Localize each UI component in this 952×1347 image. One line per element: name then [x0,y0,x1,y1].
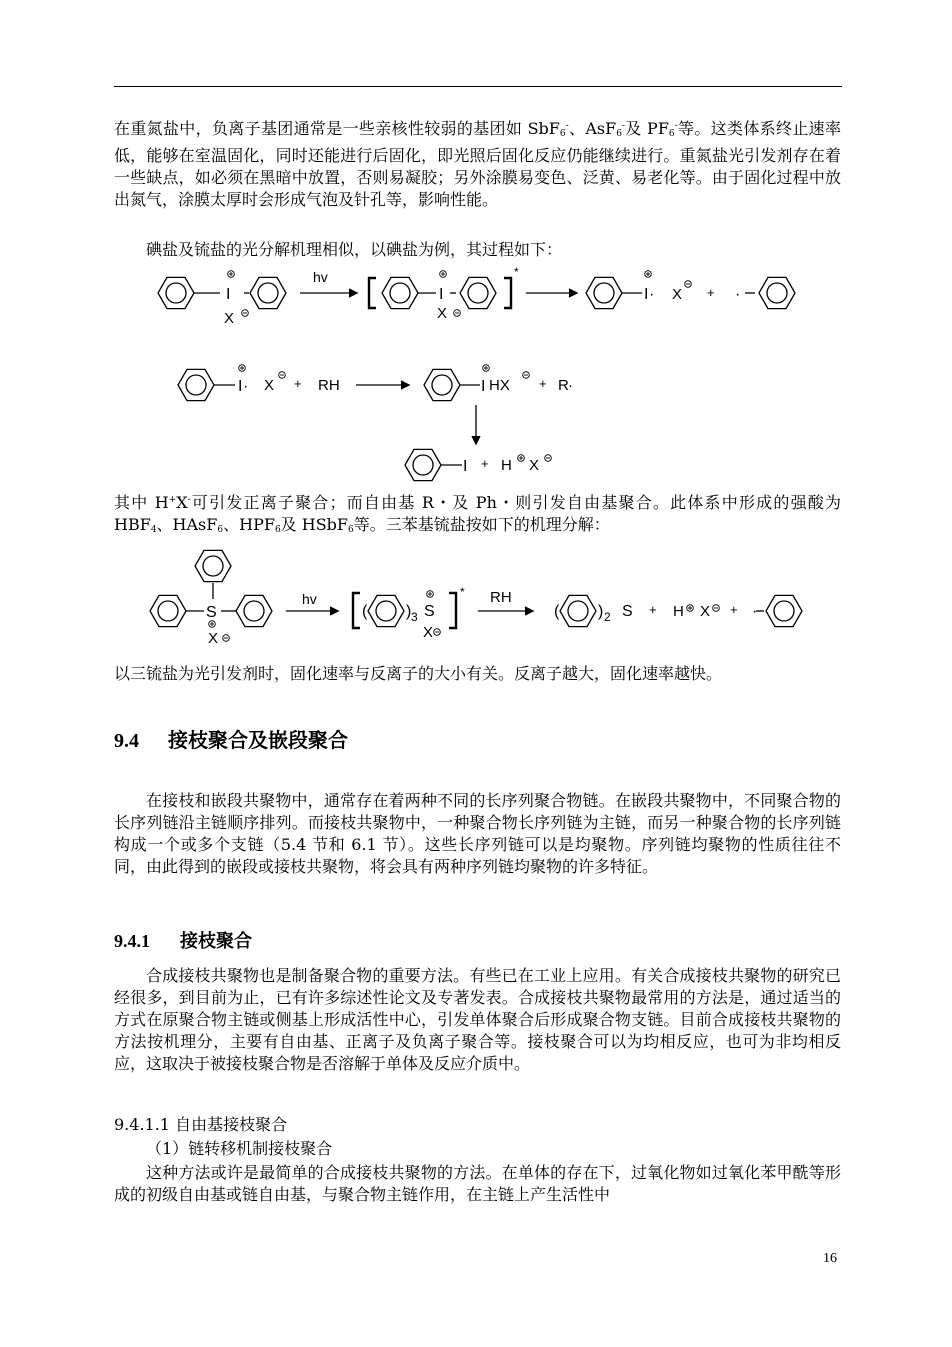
negative-charge-icon [223,635,230,642]
header-rule [114,86,842,87]
radical-dot: · [649,286,655,303]
section-title: 接枝聚合及嵌段聚合 [168,730,348,752]
minus-superscript: - [621,121,625,131]
benzene-ring-icon [759,277,795,308]
para3-sub-4: 6 [348,525,354,535]
para1-text-d: 等。这类体系终止速率低，能够在室温固化，同时还能进行后固化，即光照后固化反应仍能继续进行。重氮盐光引发剂存在着一些缺点，如必须在黑暗中放置，否则易凝胶；另外涂膜易变色、泛黄、易老化等。由于固化过程中放出氮气，涂膜太厚时会形成气泡及针孔等，影响性能。 [114,119,841,209]
para3-text-b: X [176,493,188,512]
benzene-ring-icon [382,277,418,308]
positive-charge-icon [645,271,652,278]
positive-charge-icon [440,271,447,278]
open-paren: ( [362,603,368,620]
paragraph-diazonium [114,115,841,211]
subsection-number: 9.4.1 [114,931,150,951]
para1-text-c: 及 PF [624,119,669,138]
para3-sub-2: 6 [217,525,224,535]
plus-sign: + [730,602,738,617]
iodine-atom-label: I [481,378,486,395]
para3-text-e: 、HPF [223,515,275,534]
benzene-ring-icon [195,550,231,581]
hv-label: hv [302,591,317,607]
plus-sign: + [481,456,489,471]
para1-sub-1: 6 [559,129,566,139]
para3-text-g: 等。三苯基锍盐按如下的机理分解： [353,515,610,534]
radical-dot: · [568,377,573,394]
benzene-ring-icon [236,595,272,626]
para3-text-d: 、HAsF [156,515,218,534]
benzene-ring-icon [178,369,214,400]
radical-dot: · [735,286,741,303]
reaction-arrow [526,289,577,297]
proton-label: H [673,603,684,620]
plus-superscript: + [168,495,177,505]
benzene-ring-icon [766,595,802,626]
counterion-label: X [700,603,711,620]
counterion-label: X [224,310,235,327]
para1-text-a: 在重氮盐中，负离子基团通常是一些亲核性较弱的基团如 SbF [114,119,560,138]
benzene-ring-icon [424,369,460,400]
positive-charge-icon [228,271,235,278]
subscript-three: 3 [411,610,418,624]
negative-charge-icon [713,605,720,612]
hx-label: HX [489,377,510,394]
benzene-ring-icon [405,449,441,480]
benzene-ring-icon [560,595,596,626]
plus-sign: + [707,285,715,300]
negative-charge-icon [242,310,249,317]
paragraph-sulfonium-note: 以三锍盐为光引发剂时，固化速率与反离子的大小有关。反离子越大，固化速率越快。 [114,664,723,683]
counterion-label: X [529,457,540,474]
paragraph-graft-block-intro: 在接枝和嵌段共聚物中，通常存在着两种不同的长序列聚合物链。在嵌段共聚物中，不同聚合物的长序列链沿主链顺序排列。而接枝共聚物中，一种聚合物长序列链为主链，而另一种聚合物的长序列链构成一个或多个支链（5.4 节和 6.1 节）。这些长序列链可以是均聚物。序列链均聚物的性质往往不同，由此得到的嵌段或接枝共聚物，将会具有两种序列链均聚物的许多特征。 [114,791,841,876]
benzene-ring-icon [158,277,194,308]
sulfur-atom-label: S [622,603,633,620]
positive-charge-icon [483,365,490,372]
negative-charge-icon [434,629,441,636]
negative-charge-icon [545,455,552,462]
paragraph-graft-methods: 合成接枝共聚物也是制备聚合物的重要方法。有些已在工业上应用。有关合成接枝共聚物的研究已经很多，到目前为止，已有许多综述性论文及专著发表。合成接枝共聚物最常用的方法是，通过适当的方式在原聚合物主链或侧基上形成活性中心，引发单体聚合后形成聚合物支链。目前合成接枝共聚物的方法按机理分，主要有自由基、正离子及负离子聚合等。接枝聚合可以为均相反应，也可为非均相反应，这取决于被接枝聚合物是否溶解于单体及反应介质中。 [114,966,841,1073]
paragraph-chain-transfer: 这种方法或许是最简单的合成接枝共聚物的方法。在单体的存在下，过氧化物如过氧化苯甲酰等形成的初级自由基或链自由基，与聚合物主链作用，在主链上产生活性中 [114,1163,841,1204]
subscript-two: 2 [604,610,611,624]
excited-state-star: * [460,585,465,599]
counterion-label: X [437,305,448,322]
close-paren: ) [598,603,604,620]
reaction-arrow [300,289,357,297]
reaction-arrow [356,381,409,389]
hv-label: hv [313,269,328,285]
positive-charge-icon [239,365,246,372]
benzene-ring-icon [250,277,286,308]
benzene-ring-icon [150,595,186,626]
counterion-label: X [672,286,683,303]
open-paren: ( [554,603,560,620]
para3-text-a: 其中 H [114,493,169,512]
minus-superscript: - [565,121,569,131]
rh-label: RH [490,589,512,606]
para3-text-c: 可引发正离子聚合；而自由基 R・及 Ph・则引发自由基聚合。此体系中形成的强酸为 HBF [114,493,841,534]
iodine-atom-label: I [644,286,649,303]
benzene-ring-icon [460,277,496,308]
section-heading [114,724,348,753]
counterion-label: X [423,624,434,641]
sulfur-atom-label: S [424,603,435,620]
plus-sign: + [539,376,547,391]
negative-charge-icon [685,281,692,288]
minus-superscript: - [674,121,678,131]
para1-sub-2: 6 [616,129,622,139]
close-paren: ) [406,603,412,620]
section-number: 9.4 [114,730,139,752]
positive-charge-icon [518,455,525,462]
positive-charge-icon [427,591,434,598]
sulfonium-scheme [150,548,810,660]
positive-charge-icon [209,621,216,628]
subsubsection-heading: 9.4.1.1 自由基接枝聚合 [114,1115,288,1134]
excited-state-star: * [514,265,519,279]
iodonium-scheme-row1 [160,262,800,332]
para3-text-f: 及 HSbF [280,515,349,534]
paragraph-strong-acids [114,489,841,541]
reaction-arrow [286,607,338,615]
r-radical-label: R [558,377,569,394]
radical-dot: · [752,603,758,620]
negative-charge-icon [279,372,286,379]
para1-text-b: 、AsF [568,119,617,138]
iodine-atom-label: I [463,458,468,475]
list-item-chain-transfer: （1）链转移机制接枝聚合 [146,1139,333,1158]
counterion-label: X [264,377,275,394]
positive-charge-icon [687,605,694,612]
subsection-title: 接枝聚合 [180,931,252,951]
iodine-atom-label: I [439,286,444,303]
rh-label: RH [318,377,340,394]
subsection-heading [114,927,252,953]
reaction-arrow [472,405,480,444]
benzene-ring-icon [586,277,622,308]
para3-sub-1: 4 [150,525,157,535]
plus-sign: + [294,376,302,391]
page-number: 16 [823,1251,837,1266]
radical-dot: · [243,378,249,395]
counterion-label: X [208,630,219,647]
iodonium-scheme-row2 [178,355,598,485]
para3-sub-3: 6 [274,525,281,535]
iodine-atom-label: I [226,286,231,303]
negative-charge-icon [454,310,461,317]
plus-sign: + [649,602,657,617]
benzene-ring-icon [368,595,404,626]
proton-label: H [501,457,512,474]
iodine-atom-label: I [238,378,243,395]
minus-superscript: - [187,495,191,505]
paragraph-iodonium-intro: 碘盐及锍盐的光分解机理相似，以碘盐为例，其过程如下： [146,240,563,259]
sulfur-atom-label: S [206,604,217,621]
negative-charge-icon [523,372,530,379]
para1-sub-3: 6 [668,129,675,139]
reaction-arrow [478,607,533,615]
